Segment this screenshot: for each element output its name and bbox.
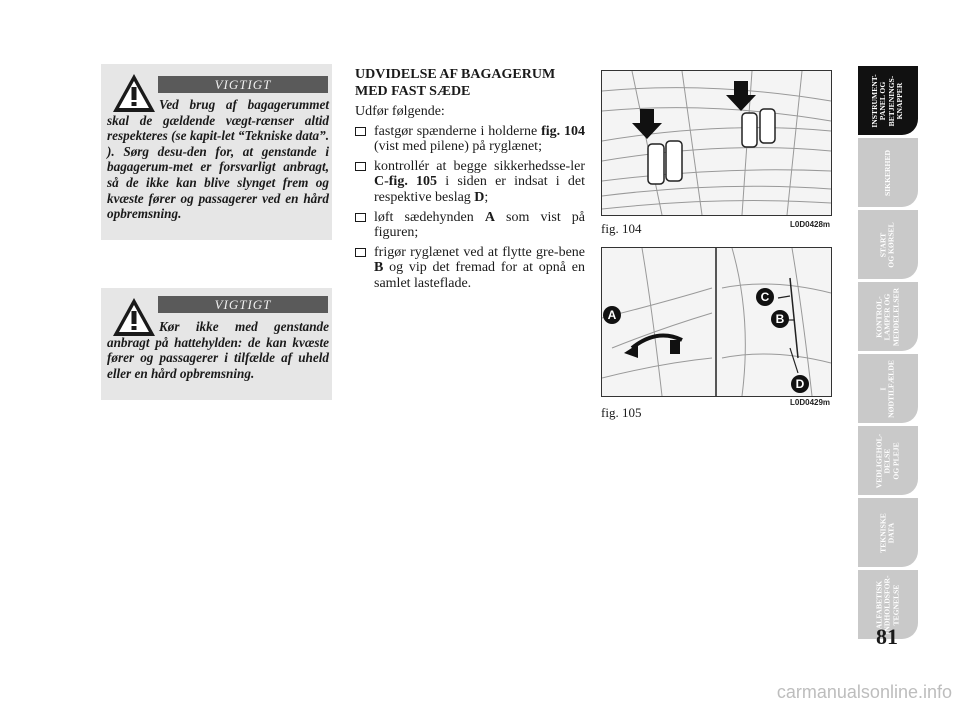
step-text: løft sædehynden A som vist på figuren;	[374, 209, 586, 241]
warning-text: Kør ikke med genstande anbragt på hattehylden: de kan kvæste fører og passagerer i tilfælde af uheld eller en hård opbremsning.	[107, 319, 329, 381]
tab-label: KONTROL- LAMPER OG MEDDELELSER	[874, 287, 901, 346]
callout-label-c: C	[760, 290, 770, 304]
part-ref: D	[474, 189, 485, 205]
tab-safety[interactable]	[858, 138, 918, 207]
seat-belt-buckles-illustration	[602, 71, 831, 215]
step-item	[355, 210, 585, 241]
checkbox-bullet-icon	[355, 248, 366, 257]
intro-text: Udfør følgende:	[355, 104, 445, 119]
callout-label-d: D	[795, 377, 805, 391]
figure-code: L0D0429m	[790, 398, 831, 407]
figure-105-illustration	[601, 247, 832, 397]
callout-label-b: B	[775, 312, 785, 326]
step-item	[355, 245, 585, 292]
tab-label: TEKNISKE DATA	[878, 512, 896, 553]
checkbox-bullet-icon	[355, 162, 366, 171]
callout-label-a: A	[607, 308, 617, 322]
tab-instrument-panel[interactable]	[858, 66, 918, 135]
warning-label: VIGTIGT	[158, 76, 328, 93]
checkbox-bullet-icon	[355, 213, 366, 222]
figure-code: L0D0428m	[790, 220, 831, 229]
tab-label: START OG KØRSEL	[878, 221, 896, 268]
page-number: 81	[876, 624, 898, 649]
figure-ref: fig. 104	[541, 123, 585, 139]
warning-label: VIGTIGT	[158, 296, 328, 313]
tab-label: VEDLIGEHOL- DELSE OG PLEJE	[874, 433, 901, 488]
step-text: frigør ryglænet ved at flytte gre-bene B og vip det fremad for at opnå en samlet lasteflade.	[374, 244, 585, 291]
warning-box-1	[101, 64, 332, 240]
tab-emergency[interactable]	[858, 354, 918, 423]
step-item	[355, 124, 585, 155]
figure-caption: fig. 104	[601, 221, 642, 236]
tab-technical-data[interactable]	[858, 498, 918, 567]
watermark: carmanualsonline.info	[776, 682, 952, 702]
tab-warning-lights[interactable]	[858, 282, 918, 351]
section-title-line-2: MED FAST SÆDE	[355, 84, 471, 99]
warning-box-2	[101, 288, 332, 400]
warning-text: Ved brug af bagagerummet skal de gældende vægt-rænser altid respekteres (se kapit-let “Tekniske data”. ). Sørg desu-den for, at genstande i bagagerum-met er forsvarligt anbragt, så de ikke kan blive slynget frem og kvæste fører og passagerer ved en hård opbremsning.	[107, 97, 329, 222]
tab-maintenance[interactable]	[858, 426, 918, 495]
seat-fold-illustration	[602, 248, 831, 396]
figure-104-illustration	[601, 70, 832, 216]
tab-label: INSTRUMENT- PANEL OG BETJENINGS- KNAPPER	[870, 73, 905, 128]
section-title	[355, 66, 585, 100]
tab-label: ALFABETISK INDHOLDSFOR- TEGNELSE	[874, 574, 901, 635]
checkbox-bullet-icon	[355, 127, 366, 136]
main-content	[355, 66, 585, 296]
step-item	[355, 159, 585, 206]
section-title-line-1: UDVIDELSE AF BAGAGERUM	[355, 67, 556, 82]
step-text: fastgør spænderne i holderne fig. 104 (vist med pilene) på ryglænet;	[374, 123, 585, 155]
step-text: kontrollér at begge sikkerhedsse-ler C-fig. 105 i siden er indsat i det respektive beslag D;	[374, 158, 585, 205]
figure-caption: fig. 105	[601, 405, 642, 420]
tab-start-driving[interactable]	[858, 210, 918, 279]
part-ref: A	[484, 209, 495, 225]
figure-ref: C-fig. 105	[374, 174, 438, 190]
tab-label: I NØDTILFÆLDE	[878, 359, 896, 418]
tab-label: SIKKERHED	[882, 149, 892, 196]
part-ref: B	[374, 260, 384, 276]
